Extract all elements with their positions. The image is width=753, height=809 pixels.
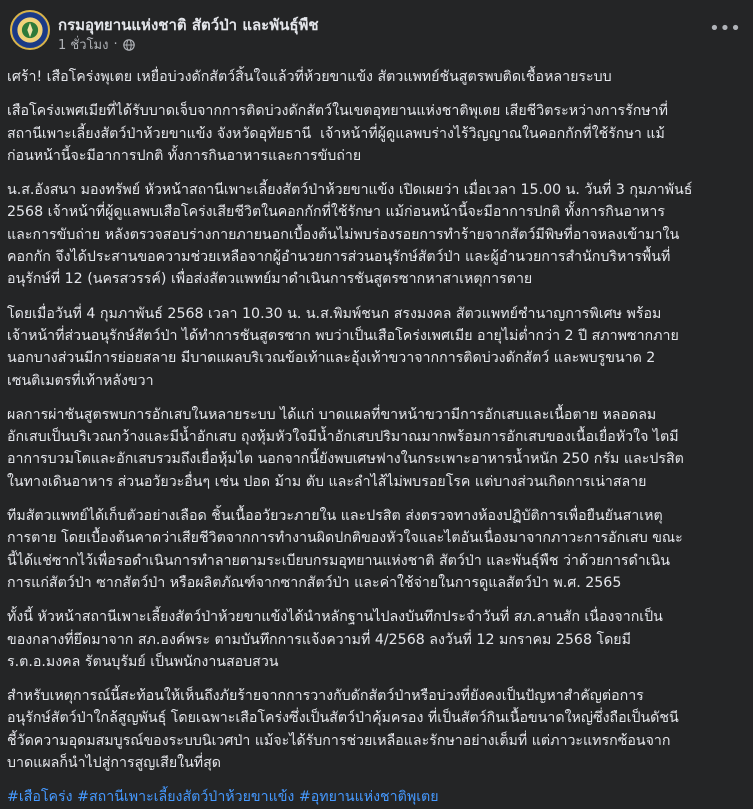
hashtag-link[interactable]: #เสือโคร่ง (7, 789, 73, 806)
post-paragraph: เสือโคร่งเพศเมียที่ได้รับบาดเจ็บจากการติดบ่วงดักสัตว์ในเขตอุทยานแห่งชาติพุเตย เสียชีวิตระหว่างการรักษาที่ สถานีเพาะเลี้ยงสัตว์ป่าห้วยขาแข้ง จังหวัดอุทัยธานี เจ้าหน้าที่ผู้ดูแลพบร่างไร้วิญญาณในคอกกักที่ใช้รักษา แม้ ก่อนหน้านี้จะมีอาการปกติ ทั้งการกินอาหารและการขับถ่าย (7, 103, 668, 164)
page-avatar[interactable] (10, 10, 50, 50)
post-meta (58, 34, 135, 55)
post-paragraph: ทีมสัตวแพทย์ได้เก็บตัวอย่างเลือด ชิ้นเนื้ออวัยวะภายใน และปรสิต ส่งตรวจทางห้องปฏิบัติการเพื่อยืนยันสาเหตุ การตาย โดยเบื้องต้นคาดว่าเสียชีวิตจากการทำงานผิดปกติของหัวใจและไตอันเนื่องมาจากภาวะการอักเสบ ขณะ นี้ได้แช่ซากไว้เพื่อรอดำเนินการทำลายตามระเบียบกรมอุทยานแห่งชาติ สัตว์ป่า และพันธุ์พืช ว่าด้วยการดำเนิน การแก่สัตว์ป่า ซากสัตว์ป่า หรือผลิตภัณฑ์จากซากสัตว์ป่า และค่าใช้จ่ายในการดูแลสัตว์ป่า พ.ศ. 2565 (7, 508, 683, 591)
post-paragraph: ผลการผ่าชันสูตรพบการอักเสบในหลายระบบ ได้แก่ บาดแผลที่ขาหน้าขวามีการอักเสบและเนื้อตาย หลอดลม อักเสบเป็นบริเวณกว้างและมีน้ำอักเสบ ถุงหุ้มหัวใจมีน้ำอักเสบปริมาณมากพร้อมการอักเสบของเนื้อเยื่อหัวใจ ไตมี อาการบวมโตและอักเสบรวมถึงเยื่อหุ้มไต นอกจากนี้ยังพบเศษฟางในกระเพาะอาหารน้ำหนัก 250 กรัม และปรสิต ในทางเดินอาหาร ส่วนอวัยวะอื่นๆ เช่น ปอด ม้าม ตับ และลำไส้ไม่พบรอยโรค แต่บางส่วนเกิดการเน่าสลาย (7, 406, 684, 490)
post-paragraph: เศร้า! เสือโคร่งพุเตย เหยื่อบ่วงดักสัตว์สิ้นใจแล้วที่ห้วยขาแข้ง สัตวแพทย์ชันสูตรพบติดเชื้อหลายระบบ (7, 69, 612, 85)
post-paragraph: โดยเมื่อวันที่ 4 กุมภาพันธ์ 2568 เวลา 10.30 น. น.ส.พิมพ์ชนก สรงมงคล สัตวแพทย์ชำนาญการพิเศษ พร้อม เจ้าหน้าที่ส่วนอนุรักษ์สัตว์ป่า ได้ทำการชันสูตรซาก พบว่าเป็นเสือโคร่งเพศเมีย อายุไม่ต่ำกว่า 2 ปี สภาพซากภาย นอกบางส่วนมีการย่อยสลาย มีบาดแผลบริเวณข้อเท้าและอุ้งเท้าขวาจากการติดบ่วงดักสัตว์ และพบรูขนาด 2 เซนติเมตรที่เท้าหลังขวา (7, 305, 679, 389)
hashtag-link[interactable]: #อุทยานแห่งชาติพุเตย (298, 789, 439, 806)
post-paragraph: สำหรับเหตุการณ์นี้สะท้อนให้เห็นถึงภัยร้ายจากการวางกับดักสัตว์ป่าหรือบ่วงที่ยังคงเป็นปัญหาสำคัญต่อการ อนุรักษ์สัตว์ป่าใกล้สูญพันธุ์ โดยเฉพาะเสือโคร่งซึ่งเป็นสัตว์ป่าคุ้มครอง ที่เป็นสัตว์กินเนื้อขนาดใหญ่ซึ่งถือเป็นดัชนี ชี้วัดความอุดมสมบูรณ์ของระบบนิเวศป่า แม้จะได้รับการช่วยเหลือและรักษาอย่างเต็มที่ แต่ภาวะแทรกซ้อนจาก บาดแผลก็นำไปสู่การสูญเสียในที่สุด (7, 688, 679, 772)
globe-icon[interactable] (123, 39, 135, 51)
post-paragraph: น.ส.อังสนา มองทรัพย์ หัวหน้าสถานีเพาะเลี้ยงสัตว์ป่าห้วยขาแข้ง เปิดเผยว่า เมื่อเวลา 15.00 น. วันที่ 3 กุมภาพันธ์ 2568 เจ้าหน้าที่ผู้ดูแลพบเสือโคร่งเสียชีวิตในคอกกักที่ใช้รักษา แม้ก่อนหน้านี้จะมีอาการปกติ ทั้งการกินอาหาร และการขับถ่าย หลังตรวจสอบร่างกายภายนอกเบื้องต้นไม่พบร่องรอยการทำร้ายจากสัตว์มีพิษที่อาจหลงเข้ามาใน คอกกัก จึงได้ประสานขอความช่วยเหลือจากผู้อำนวยการส่วนอนุรักษ์สัตว์ป่า และผู้อำนวยการสำนักบริหารพื้นที่ อนุรักษ์ที่ 12 (นครสวรรค์) เพื่อส่งสัตวแพทย์มาดำเนินการชันสูตรซากหาสาเหตุการตาย (7, 182, 693, 288)
post-time[interactable]: 1 ชั่วโมง (58, 38, 109, 53)
post-paragraph: ทั้งนี้ หัวหน้าสถานีเพาะเลี้ยงสัตว์ป่าห้วยขาแข้งได้นำหลักฐานไปลงบันทึกประจำวันที่ สภ.ลานสัก เนื่องจากเป็น ของกลางที่ยึดมาจาก สภ.องค์พระ ตามบันทึกการแจ้งความที่ 4/2568 ลงวันที่ 12 มกราคม 2568 โดยมี ร.ต.อ.มงคล รัตนบุรัมย์ เป็นพนักงานสอบสวน (7, 609, 663, 670)
hashtag-link[interactable]: #สถานีเพาะเลี้ยงสัตว์ป่าห้วยขาแข้ง (77, 789, 295, 806)
post-body (7, 66, 737, 809)
post-header (4, 0, 753, 62)
more-options-icon[interactable]: ••• (709, 17, 741, 39)
meta-separator: · (113, 37, 118, 52)
department-logo-icon (12, 12, 48, 48)
hashtag-list (7, 786, 737, 808)
page-name[interactable]: กรมอุทยานแห่งชาติ สัตว์ป่า และพันธุ์พืช (58, 16, 319, 34)
